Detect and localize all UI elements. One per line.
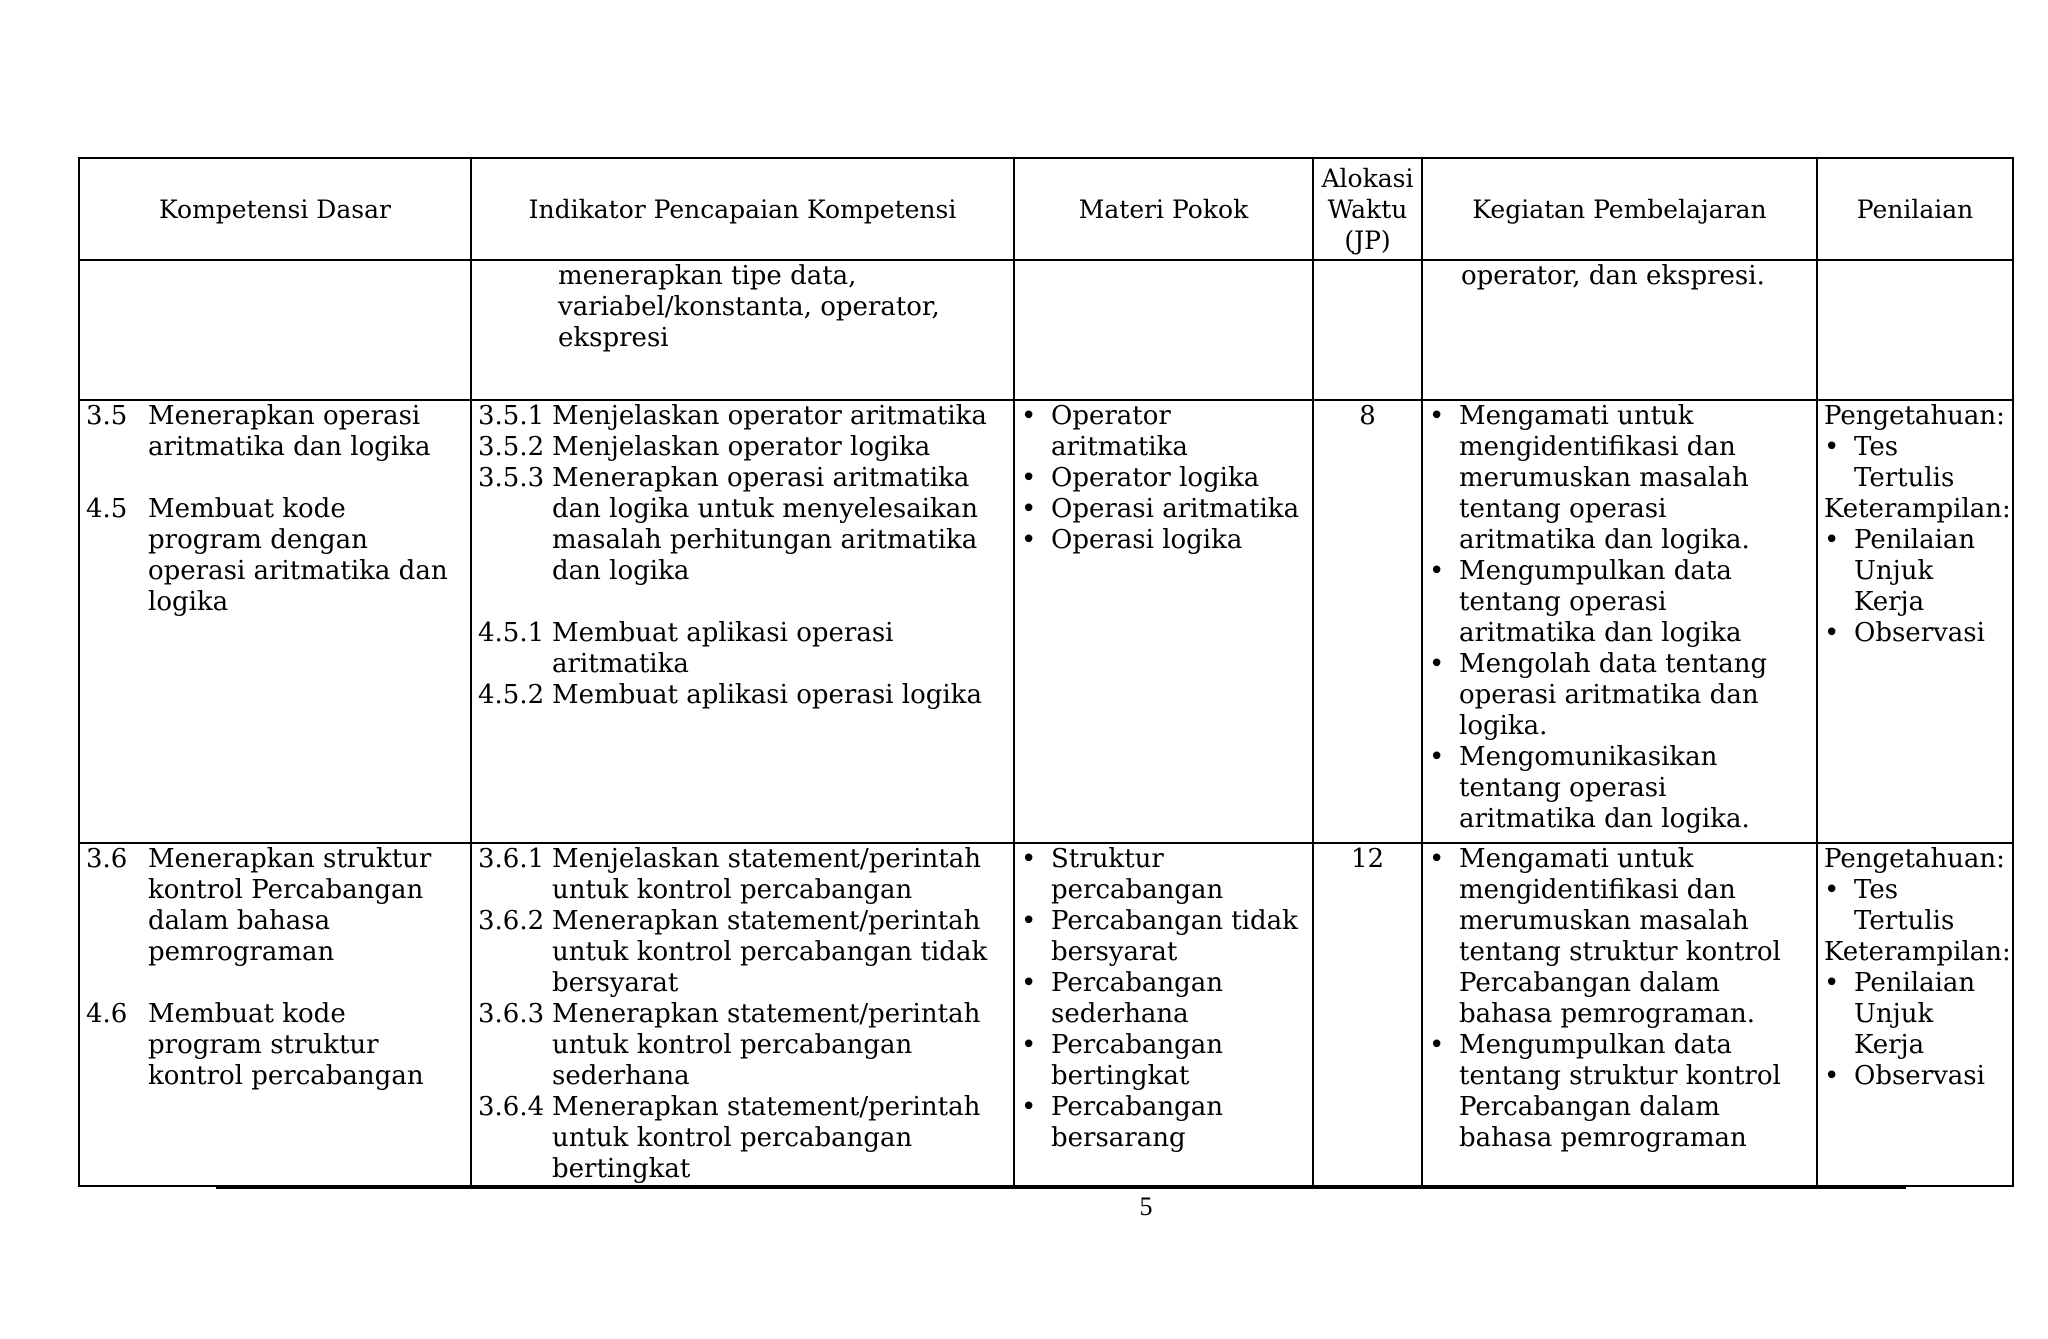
list-item: • Operator logika [1021,463,1260,493]
indikator-number: 4.5.1 [478,618,545,648]
list-item: • Percabangan bersarang [1021,1092,1223,1153]
kegiatan-list [1429,844,1810,1154]
cell-materi [1014,400,1313,843]
indikator-item [478,618,1007,680]
bullet-icon: • [1429,401,1445,431]
kegiatan-list [1429,401,1810,835]
kd-number: 4.5 [86,494,128,524]
indikator-number: 3.6.1 [478,844,545,874]
header-alokasi-waktu [1313,158,1422,260]
indikator-text: Membuat aplikasi operasi logika [552,680,982,710]
header-alokasi-line-1: Alokasi [1321,163,1414,193]
kd-item [86,999,464,1092]
penilaian-pengetahuan-label: Pengetahuan: [1824,844,2005,874]
penilaian-keterampilan-list [1824,968,2006,1092]
cell-penilaian [1817,400,2013,843]
bullet-icon: • [1429,1030,1445,1060]
bullet-icon: • [1021,968,1037,998]
indikator-item [478,999,1007,1092]
bullet-icon: • [1021,906,1037,936]
bullet-icon: • [1824,1061,1840,1091]
indikator-text: Menjelaskan operator logika [552,432,931,462]
cell-alokasi [1313,260,1422,400]
kd-number: 4.6 [86,999,128,1029]
header-materi-pokok: Materi Pokok [1014,158,1313,260]
bullet-icon: • [1021,525,1037,555]
indikator-item [478,680,1007,711]
kd-text: Menerapkan struktur kontrol Percabangan dalam bahasa pemrograman [148,844,432,967]
indikator-continued-line: ekspresi [558,323,669,353]
list-item: • Observasi [1824,1061,1985,1091]
penilaian-keterampilan-label: Keterampilan: [1824,937,2011,967]
header-kegiatan-pembelajaran: Kegiatan Pembelajaran [1422,158,1817,260]
materi-list [1021,844,1306,1154]
indikator-item [478,844,1007,906]
cell-kompetensi-dasar [79,260,471,400]
kd-text: Membuat kode program struktur kontrol percabangan [148,999,424,1091]
list-item: • Operator aritmatika [1021,401,1188,462]
indikator-item [478,401,1007,432]
bullet-icon: • [1824,525,1840,555]
indikator-item [478,1092,1007,1185]
header-alokasi-line-3: (JP) [1344,225,1391,255]
cell-penilaian [1817,843,2013,1186]
cell-kompetensi-dasar [79,843,471,1186]
indikator-number: 3.5.3 [478,463,545,493]
list-item: • Mengumpulkan data tentang operasi aritmatika dan logika [1429,556,1742,648]
list-item: • Percabangan sederhana [1021,968,1223,1029]
table-row [79,260,2013,400]
header-penilaian: Penilaian [1817,158,2013,260]
bullet-icon: • [1021,463,1037,493]
list-item: • Mengamati untuk mengidentifikasi dan merumuskan masalah tentang operasi aritmatika dan logika. [1429,401,1750,555]
cell-alokasi: 12 [1313,843,1422,1186]
cell-materi [1014,260,1313,400]
bullet-icon: • [1824,968,1840,998]
indikator-text: Menerapkan statement/perintah untuk kontrol percabangan sederhana [552,999,981,1091]
bullet-icon: • [1824,875,1840,905]
list-item: • Mengolah data tentang operasi aritmatika dan logika. [1429,649,1768,741]
indikator-text: Menjelaskan statement/perintah untuk kontrol percabangan [552,844,981,905]
indikator-number: 3.5.2 [478,432,545,462]
list-item: • Percabangan tidak bersyarat [1021,906,1298,967]
penilaian-pengetahuan-list [1824,432,2006,494]
bullet-icon: • [1824,618,1840,648]
kd-text: Menerapkan operasi aritmatika dan logika [148,401,431,462]
penilaian-keterampilan-label: Keterampilan: [1824,494,2011,524]
indikator-number: 3.5.1 [478,401,545,431]
indikator-item [478,432,1007,463]
footer-divider [216,1187,1906,1189]
bullet-icon: • [1429,556,1445,586]
kd-number: 3.6 [86,844,128,874]
cell-alokasi: 8 [1313,400,1422,843]
cell-kegiatan [1422,843,1817,1186]
indikator-text: Membuat aplikasi operasi aritmatika [552,618,894,679]
table-row [79,843,2013,1186]
indikator-text: Menerapkan operasi aritmatika dan logika untuk menyelesaikan masalah perhitungan aritmatika dan logika [552,463,979,586]
header-row [79,158,2013,260]
indikator-number: 3.6.2 [478,906,545,936]
list-item: • Percabangan bertingkat [1021,1030,1223,1091]
indikator-item [478,463,1007,587]
kd-number: 3.5 [86,401,128,431]
penilaian-pengetahuan-list [1824,875,2006,937]
list-item: • Tes Tertulis [1824,432,1955,493]
bullet-icon: • [1021,1092,1037,1122]
indikator-text: Menjelaskan operator aritmatika [552,401,987,431]
list-item: • Mengamati untuk mengidentifikasi dan merumuskan masalah tentang struktur kontrol Percabangan dalam bahasa pemrograman. [1429,844,1781,1029]
penilaian-keterampilan-list [1824,525,2006,649]
competency-table [78,157,2014,1187]
bullet-icon: • [1429,742,1445,772]
kegiatan-continued-line: operator, dan ekspresi. [1461,261,1765,291]
cell-kegiatan [1422,260,1817,400]
list-item: • Penilaian Unjuk Kerja [1824,525,1976,617]
list-item: • Mengumpulkan data tentang struktur kontrol Percabangan dalam bahasa pemrograman [1429,1030,1781,1153]
kd-item [86,401,464,463]
list-item: • Observasi [1824,618,1985,648]
list-item: • Tes Tertulis [1824,875,1955,936]
indikator-text: Menerapkan statement/perintah untuk kontrol percabangan tidak bersyarat [552,906,988,998]
list-item: • Operasi aritmatika [1021,494,1300,524]
header-kompetensi-dasar: Kompetensi Dasar [79,158,471,260]
bullet-icon: • [1021,1030,1037,1060]
bullet-icon: • [1021,844,1037,874]
cell-indikator [471,260,1014,400]
cell-indikator [471,843,1014,1186]
list-item: • Struktur percabangan [1021,844,1224,905]
cell-indikator [471,400,1014,843]
indikator-text: Menerapkan statement/perintah untuk kontrol percabangan bertingkat [552,1092,981,1184]
penilaian-pengetahuan-label: Pengetahuan: [1824,401,2005,431]
cell-penilaian [1817,260,2013,400]
bullet-icon: • [1429,844,1445,874]
kd-text: Membuat kode program dengan operasi aritmatika dan logika [148,494,448,617]
bullet-icon: • [1824,432,1840,462]
cell-materi [1014,843,1313,1186]
cell-kompetensi-dasar [79,400,471,843]
materi-list [1021,401,1306,556]
list-item: • Mengomunikasikan tentang operasi aritmatika dan logika. [1429,742,1750,834]
list-item: • Penilaian Unjuk Kerja [1824,968,1976,1060]
cell-kegiatan [1422,400,1817,843]
table-row [79,400,2013,843]
page-number: 5 [1139,1192,1153,1221]
indikator-continued-line: variabel/konstanta, operator, [558,292,940,322]
indikator-number: 4.5.2 [478,680,545,710]
bullet-icon: • [1429,649,1445,679]
header-alokasi-line-2: Waktu [1327,194,1408,224]
bullet-icon: • [1021,401,1037,431]
kd-item [86,494,464,618]
kd-item [86,844,464,968]
indikator-number: 3.6.4 [478,1092,545,1122]
bullet-icon: • [1021,494,1037,524]
list-item: • Operasi logika [1021,525,1243,555]
indikator-continued-line: menerapkan tipe data, [558,261,857,291]
indikator-item [478,906,1007,999]
header-indikator: Indikator Pencapaian Kompetensi [471,158,1014,260]
indikator-number: 3.6.3 [478,999,545,1029]
